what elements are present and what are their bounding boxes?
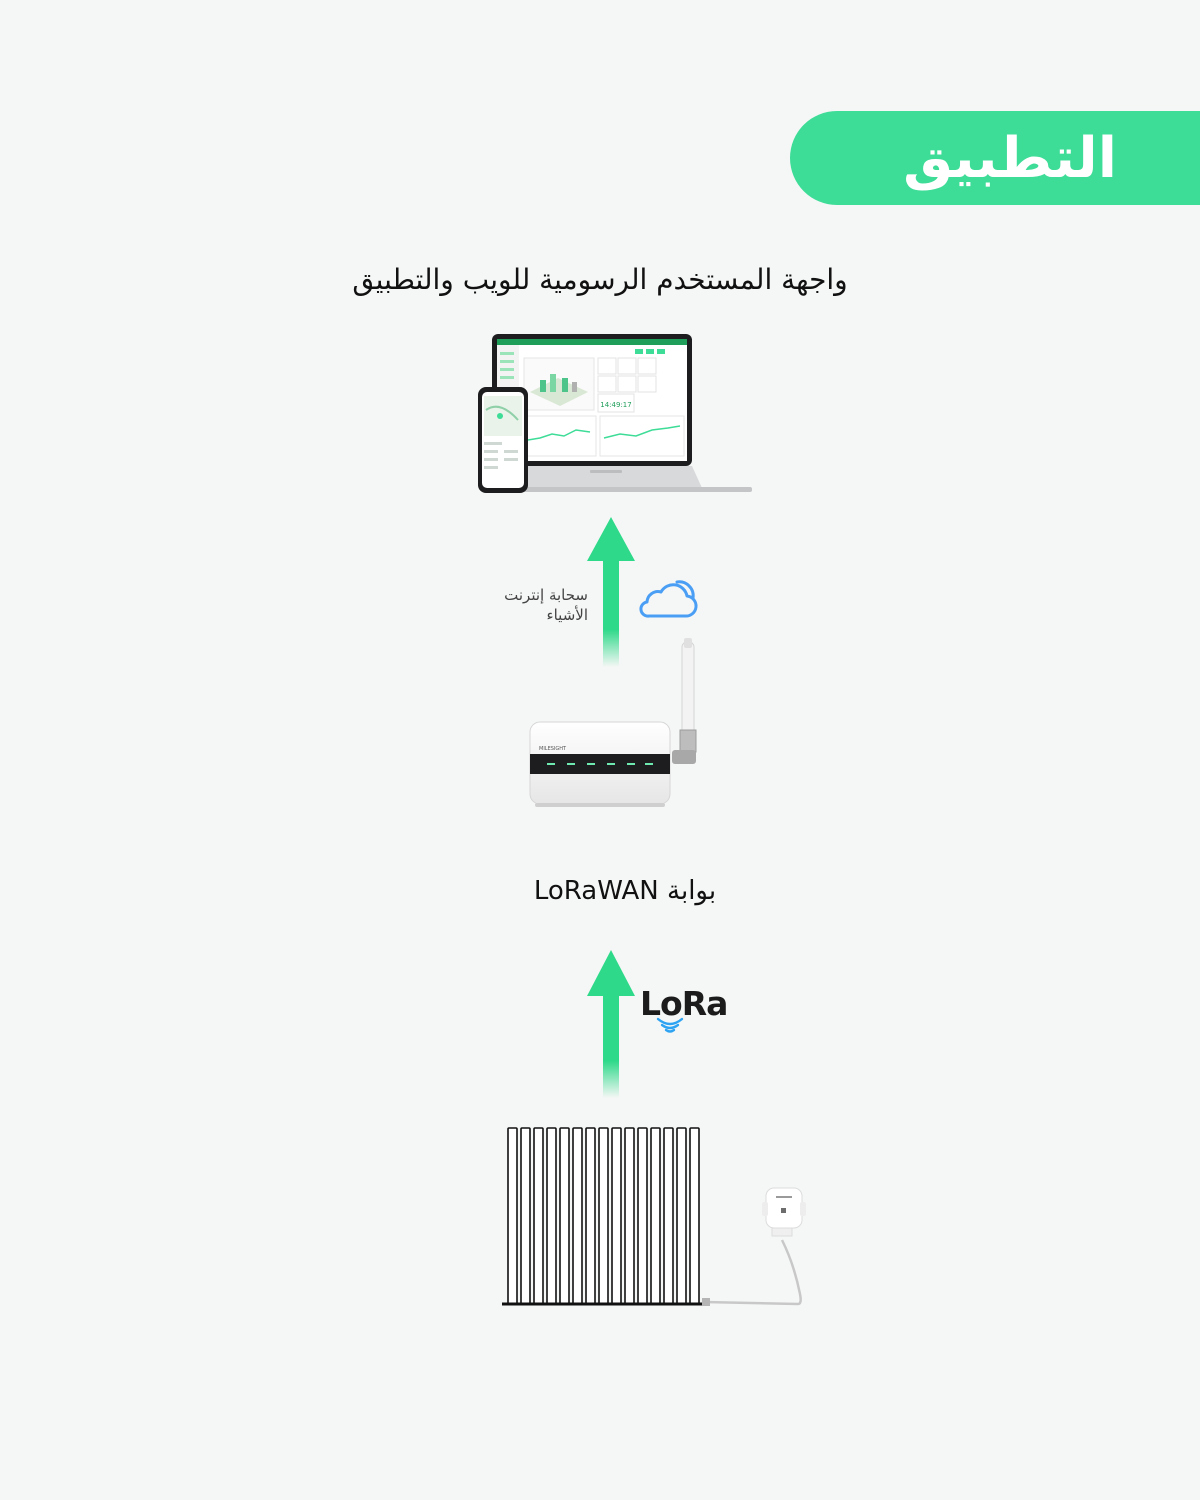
radiator-fin [638,1128,647,1304]
radiator-fin [690,1128,699,1304]
radiator-fin [560,1128,569,1304]
arrow-up-icon [586,950,636,1098]
radiator-fin [677,1128,686,1304]
radiator-fin [612,1128,621,1304]
diagram-title: واجهة المستخدم الرسومية للويب والتطبيق [352,263,848,296]
radiator-fin [534,1128,543,1304]
lora-signal-icon [650,1017,690,1037]
cloud-label-line2: الأشياء [546,606,588,624]
gateway-label: بوابة LoRaWAN [533,876,717,906]
cloud-label-line1: سحابة إنترنت [504,586,588,604]
radiator-fin [521,1128,530,1304]
laptop-phone-illustration [470,330,760,500]
radiator-fin [547,1128,556,1304]
badge-label: التطبيق [903,125,1117,191]
gateway-brand: MILESIGHT [539,746,567,752]
radiator-fin [651,1128,660,1304]
radiator-with-sensor [498,1124,808,1314]
section-badge [790,111,1200,205]
radiator-fin [573,1128,582,1304]
cloud-label [440,585,588,625]
cloud-icon [637,578,697,620]
radiator-fins [508,1128,699,1304]
radiator-fin [625,1128,634,1304]
radiator-fin [599,1128,608,1304]
radiator-fin [586,1128,595,1304]
dashboard-clock: 14:49:17 [600,401,632,409]
lora-logo: LoRa [640,984,728,1023]
gateway-device [525,638,705,813]
radiator-fin [508,1128,517,1304]
radiator-fin [664,1128,673,1304]
